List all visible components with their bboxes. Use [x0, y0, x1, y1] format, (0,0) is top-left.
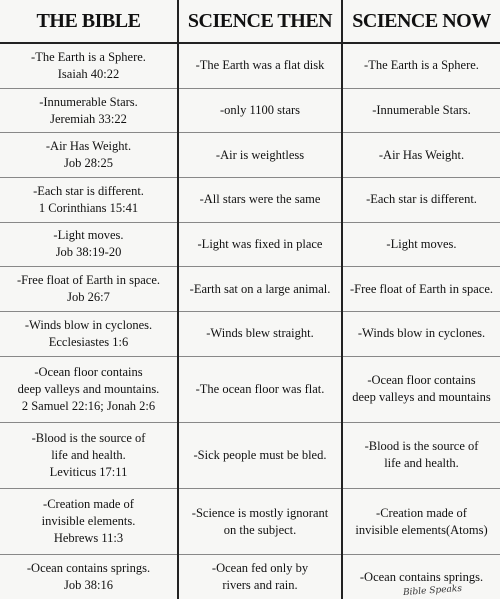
bible-cell	[0, 356, 178, 422]
scripture-reference: 2 Samuel 22:16; Jonah 2:6	[21, 398, 156, 413]
cell-text: -Light was fixed in place	[197, 236, 323, 251]
science-now-cell	[342, 43, 500, 88]
cell-text: -Air is weightless	[215, 147, 305, 162]
cell-text: deep valleys and mountains	[352, 390, 491, 405]
cell-text: deep valleys and mountains.	[17, 381, 160, 396]
cell-text: -The Earth is a Sphere.	[31, 49, 146, 64]
science-then-cell	[178, 88, 342, 133]
header-row	[0, 0, 500, 43]
cell-text: -Sick people must be bled.	[193, 447, 327, 462]
science-now-cell	[342, 422, 500, 488]
table-row	[0, 133, 500, 178]
cell-text: -Ocean floor contains	[34, 364, 143, 379]
science-now-cell	[342, 311, 500, 356]
science-then-cell	[178, 133, 342, 178]
science-now-cell	[342, 178, 500, 223]
bible-cell	[0, 88, 178, 133]
science-then-cell	[178, 267, 342, 312]
science-then-cell	[178, 422, 342, 488]
cell-text: -Ocean floor contains	[367, 373, 476, 388]
cell-text: -Innumerable Stars.	[372, 103, 471, 118]
cell-text: -Winds blow in cyclones.	[357, 326, 486, 341]
cell-text: on the subject.	[223, 522, 297, 537]
cell-text: -The ocean floor was flat.	[195, 381, 325, 396]
cell-text: -Ocean contains springs.	[26, 561, 151, 576]
cell-text: -Each star is different.	[33, 183, 144, 198]
cell-text: rivers and rain.	[222, 578, 298, 593]
scripture-reference: Ecclesiastes 1:6	[48, 334, 129, 349]
science-then-cell	[178, 489, 342, 555]
cell-text: -Free float of Earth in space.	[350, 281, 493, 296]
bible-cell	[0, 311, 178, 356]
scripture-reference: Job 28:25	[64, 156, 113, 171]
scripture-reference: Job 26:7	[67, 290, 110, 305]
science-then-cell	[178, 555, 342, 599]
table-row	[0, 267, 500, 312]
bible-cell	[0, 222, 178, 267]
cell-text: -Creation made of	[43, 497, 134, 512]
scripture-reference: Hebrews 11:3	[53, 531, 124, 546]
bible-cell	[0, 555, 178, 599]
science-now-cell	[342, 222, 500, 267]
scripture-reference: Leviticus 17:11	[49, 464, 128, 479]
cell-text: -Blood is the source of	[31, 430, 146, 445]
bible-cell	[0, 422, 178, 488]
science-then-cell	[178, 356, 342, 422]
scripture-reference: 1 Corinthians 15:41	[38, 200, 139, 215]
table-row	[0, 489, 500, 555]
bible-cell	[0, 267, 178, 312]
cell-text: -Winds blow in cyclones.	[24, 317, 153, 332]
cell-text: -Free float of Earth in space.	[17, 273, 160, 288]
cell-text: -Earth sat on a large animal.	[189, 281, 331, 296]
scripture-reference: Jeremiah 33:22	[50, 111, 127, 126]
cell-text: life and health.	[51, 447, 126, 462]
cell-text: -Air Has Weight.	[45, 139, 132, 154]
cell-text: -Creation made of	[376, 505, 467, 520]
science-then-cell	[178, 43, 342, 88]
scripture-reference: Job 38:19-20	[55, 245, 122, 260]
science-then-cell	[178, 222, 342, 267]
table-row	[0, 88, 500, 133]
header-bible: THE BIBLE	[0, 0, 178, 43]
table-row	[0, 222, 500, 267]
cell-text: -Ocean contains springs.	[359, 569, 484, 584]
cell-text: -only 1100 stars	[219, 103, 301, 118]
cell-text: -Blood is the source of	[364, 439, 479, 454]
table-row	[0, 178, 500, 223]
cell-text: -Light moves.	[386, 236, 457, 251]
cell-text: -All stars were the same	[199, 192, 321, 207]
cell-text: -Science is mostly ignorant	[191, 505, 329, 520]
table-row	[0, 311, 500, 356]
scripture-reference: Job 38:16	[64, 578, 113, 593]
cell-text: -The Earth is a Sphere.	[364, 58, 479, 73]
science-now-cell	[342, 267, 500, 312]
table-row	[0, 43, 500, 88]
scripture-reference: Isaiah 40:22	[57, 66, 120, 81]
cell-text: invisible elements(Atoms)	[355, 522, 488, 537]
table-row	[0, 422, 500, 488]
table-row	[0, 356, 500, 422]
header-science-then: SCIENCE THEN	[178, 0, 342, 43]
cell-text: -Winds blew straight.	[206, 326, 314, 341]
cell-text: -Ocean fed only by	[211, 561, 309, 576]
cell-text: -The Earth was a flat disk	[195, 58, 325, 73]
bible-cell	[0, 43, 178, 88]
bible-cell	[0, 178, 178, 223]
header-science-now: SCIENCE NOW	[342, 0, 500, 43]
science-now-cell	[342, 133, 500, 178]
science-now-cell	[342, 356, 500, 422]
science-then-cell	[178, 178, 342, 223]
signature-watermark: Bible Speaks	[402, 583, 463, 599]
cell-text: -Innumerable Stars.	[39, 94, 138, 109]
bible-cell	[0, 489, 178, 555]
cell-text: life and health.	[384, 456, 459, 471]
science-now-cell	[342, 489, 500, 555]
science-now-cell	[342, 88, 500, 133]
cell-text: -Each star is different.	[366, 192, 477, 207]
cell-text: -Light moves.	[53, 228, 124, 243]
cell-text: -Air Has Weight.	[378, 147, 465, 162]
comparison-rows	[0, 43, 500, 599]
cell-text: invisible elements.	[41, 514, 136, 529]
science-then-cell	[178, 311, 342, 356]
bible-cell	[0, 133, 178, 178]
